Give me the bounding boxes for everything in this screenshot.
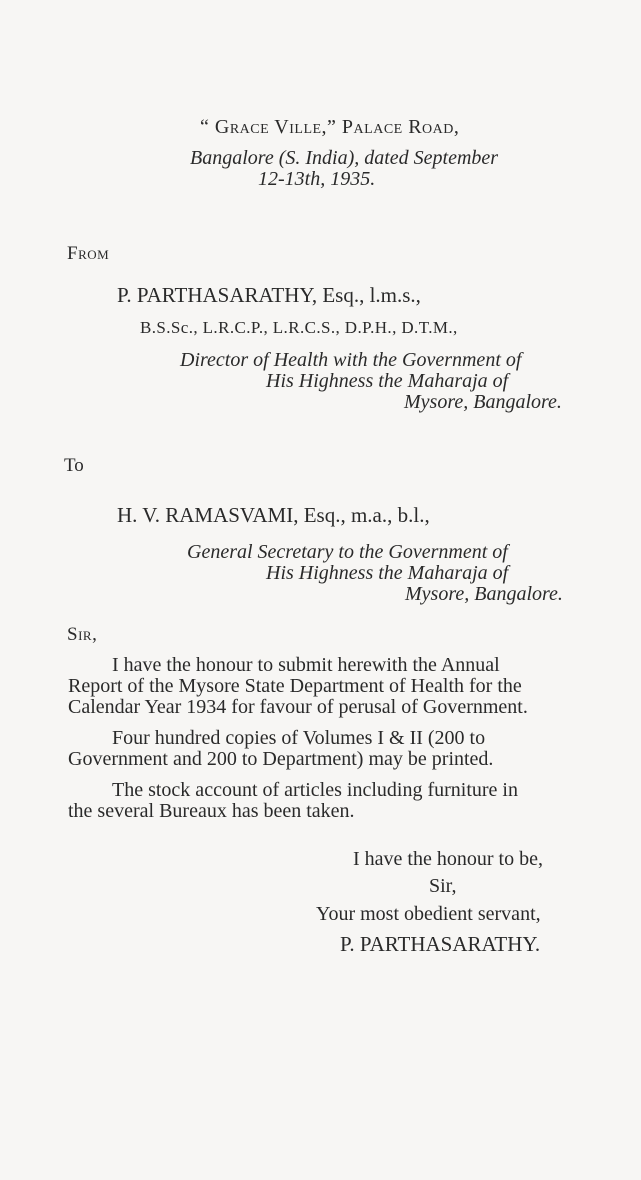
signature: P. PARTHASARATHY. — [340, 932, 541, 956]
salutation: Sir, — [67, 624, 98, 645]
body-line: Calendar Year 1934 for favour of perusal of Government. — [68, 696, 528, 718]
closing-line-1: I have the honour to be, — [353, 848, 543, 870]
recipient-title-line-3: Mysore, Bangalore. — [405, 583, 563, 605]
sender-name: P. PARTHASARATHY, Esq., l.m.s., — [117, 283, 421, 307]
address-line: “ Grace Ville,” Palace Road, — [200, 116, 460, 138]
date-line: 12-13th, 1935. — [258, 168, 376, 190]
to-label: To — [64, 455, 84, 476]
body-line: Government and 200 to Department) may be printed. — [68, 748, 494, 770]
body-line: the several Bureaux has been taken. — [68, 800, 355, 822]
sender-title-line-3: Mysore, Bangalore. — [404, 391, 562, 413]
place-date-line: Bangalore (S. India), dated September — [190, 147, 499, 169]
body-line: Report of the Mysore State Department of Health for the — [68, 675, 522, 697]
closing-line-2: Sir, — [429, 875, 457, 897]
recipient-title-line-2: His Highness the Maharaja of — [266, 562, 509, 584]
sender-title-line-2: His Highness the Maharaja of — [266, 370, 509, 392]
sender-title-line-1: Director of Health with the Government of — [180, 349, 522, 371]
body-line: I have the honour to submit herewith the Annual — [112, 654, 500, 676]
from-label: From — [67, 243, 110, 264]
body-line: Four hundred copies of Volumes I & II (200 to — [112, 727, 486, 749]
body-line: The stock account of articles including furniture in — [112, 779, 518, 801]
closing-line-3: Your most obedient servant, — [316, 903, 541, 925]
recipient-name: H. V. RAMASVAMI, Esq., m.a., b.l., — [117, 503, 430, 527]
recipient-title-line-1: General Secretary to the Government of — [187, 541, 508, 563]
sender-degrees: B.S.Sc., L.R.C.P., L.R.C.S., D.P.H., D.T.M., — [140, 318, 458, 337]
